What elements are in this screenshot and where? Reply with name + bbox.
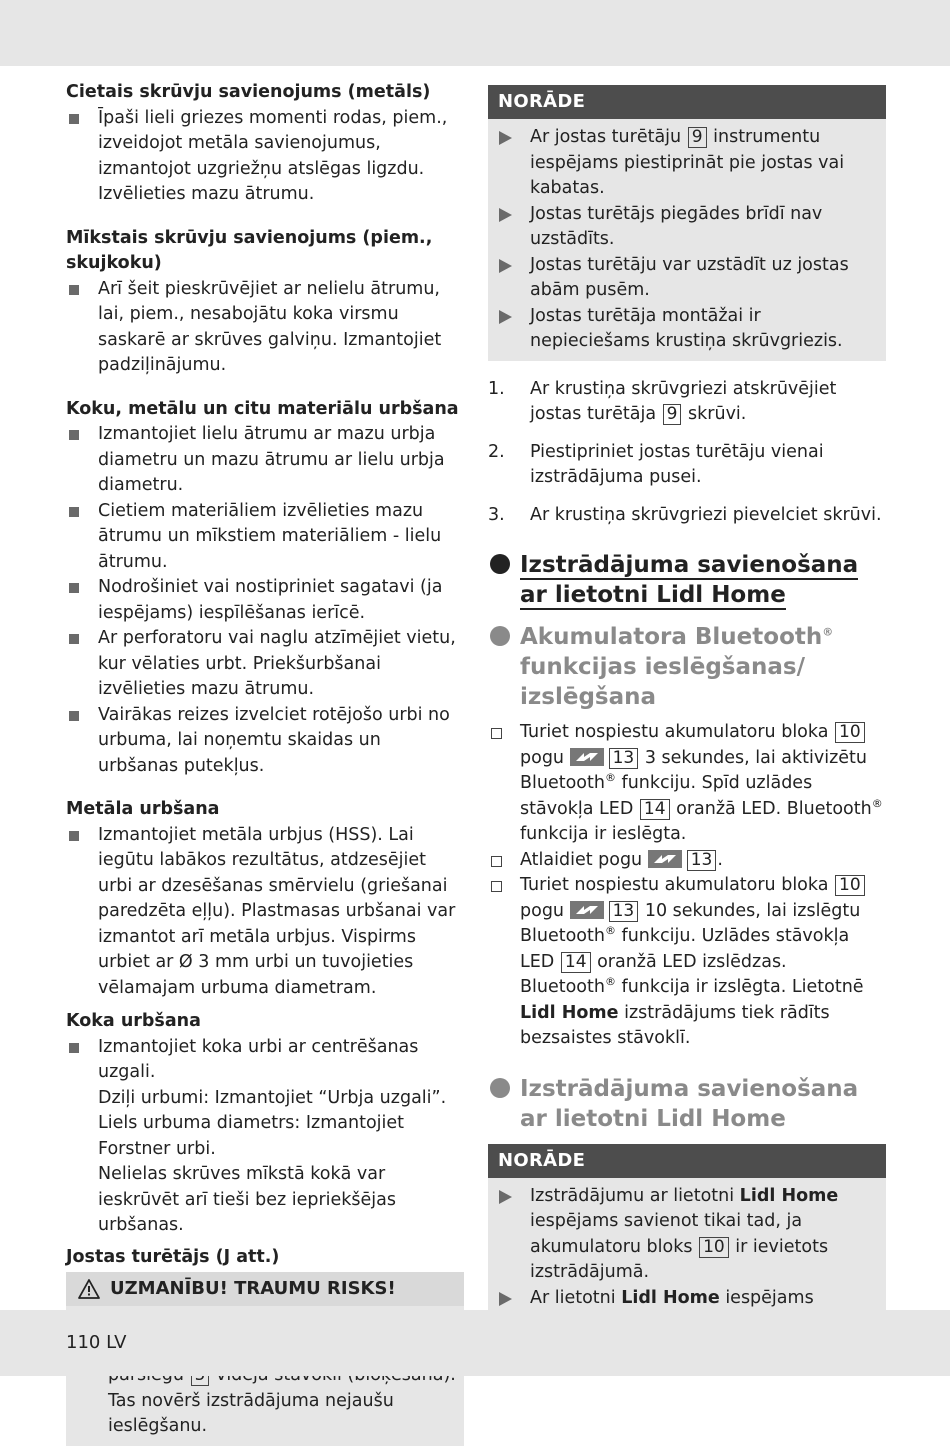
list-item: Vairākas reizes izvelciet rotējošo urbi no urbuma, lai noņemtu skaidas un urbšanas putekļus. (66, 703, 464, 780)
checkbox-icon (491, 728, 502, 739)
triangle-bullet-icon (499, 310, 512, 324)
section-metal-drilling (66, 797, 464, 1001)
square-bullet-icon (69, 634, 79, 644)
list-item: Jostas turētāju var uzstādīt uz jostas abām pusēm. (488, 253, 886, 304)
warning-header: UZMANĪBU! TRAUMU RISKS! (66, 1272, 464, 1306)
list-item: 3. Ar krustiņa skrūvgriezi pievelciet skrūvi. (488, 504, 882, 525)
square-bullet-icon (69, 507, 79, 517)
heading-bluetooth: Akumulatora Bluetooth® funkcijas ieslēgšanas/ izslēgšana (488, 622, 886, 712)
square-bullet-icon (69, 831, 79, 841)
list-item: Atlaidiet pogu 13 . (488, 848, 886, 874)
list-item: Īpaši lieli griezes momenti rodas, piem., izveidojot metāla savienojumus, izmantojot uzgriežņu atslēgas ligzdu. Izvēlieties mazu ātrumu. (66, 106, 464, 208)
bullet-dot-icon (490, 626, 510, 646)
steps-list (488, 377, 886, 529)
section-hard-screw (66, 80, 464, 208)
ref-number: 10 (699, 1237, 729, 1258)
square-bullet-icon (69, 583, 79, 593)
bullet-dot-icon (490, 1078, 510, 1098)
ref-number: 10 (835, 875, 865, 896)
section-title: Mīkstais skrūvju savienojums (piem., skujkoku) (66, 227, 433, 273)
section-title: Koka urbšana (66, 1011, 201, 1031)
square-bullet-icon (69, 430, 79, 440)
heading-connect-app-2: Izstrādājuma savienošana ar lietotni Lidl Home (488, 1074, 886, 1134)
bluetooth-button-icon (570, 901, 604, 919)
header-band (0, 0, 950, 66)
note-header: NORĀDE (488, 1144, 886, 1178)
list-item: Ar jostas turētāju 9 instrumentu iespējams piestiprināt pie jostas vai kabatas. (488, 119, 886, 202)
square-bullet-icon (69, 114, 79, 124)
section-title: Koku, metālu un citu materiālu urbšana (66, 398, 459, 419)
list-item: Jostas turētāja montāžai ir nepieciešams krustiņa skrūvgriezis. (488, 304, 886, 355)
note-header: NORĀDE (488, 85, 886, 119)
right-column (488, 85, 886, 1368)
section-wood-drilling (66, 1009, 464, 1239)
ref-number: 13 (687, 850, 717, 871)
ref-number: 14 (561, 952, 591, 973)
bluetooth-button-icon (648, 850, 682, 868)
list-item: Nodrošiniet vai nostipriniet sagatavi (ja iespējams) iespīlēšanas ierīcē. (66, 575, 464, 626)
warning-triangle-icon (78, 1279, 100, 1299)
list-item: Izmantojiet lielu ātrumu ar mazu urbja diametru un mazu ātrumu ar lielu urbja diametru. (66, 422, 464, 499)
triangle-bullet-icon (499, 131, 512, 145)
triangle-bullet-icon (499, 259, 512, 273)
list-item: Turiet nospiestu akumulatoru bloka 10 pogu 13 10 sekundes, lai izslēgtu Bluetooth® funkciju. Uzlādes stāvokļa LED 14 oranžā LED izslēdzas. Bluetooth® funkcija ir izslēgta. Lietotnē Lidl Home izstrādājums tiek rādīts bezsaistes stāvoklī. (488, 873, 886, 1052)
list-item: Izstrādājumu ar lietotni Lidl Home iespējams savienot tikai tad, ja akumulatoru bloks 10 ir ievietots izstrādājumā. (488, 1178, 886, 1286)
triangle-bullet-icon (499, 208, 512, 222)
left-column (66, 80, 464, 1446)
square-bullet-icon (69, 711, 79, 721)
triangle-bullet-icon (499, 1190, 512, 1204)
section-title: Cietais skrūvju savienojums (metāls) (66, 82, 431, 102)
section-title: Metāla urbšana (66, 799, 220, 819)
triangle-bullet-icon (499, 1292, 512, 1306)
section-title-belt-clip: Jostas turētājs (J att.) (66, 1246, 280, 1267)
list-item: Tas novērš izstrādājuma nejaušu ieslēgšanu. (66, 1306, 464, 1440)
list-item: 1. Ar krustiņa skrūvgriezi atskrūvējiet jostas turētāja 9 skrūvi. (488, 378, 837, 424)
footer-band (0, 1310, 950, 1376)
list-item: Ar lietotni Lidl Home iespējams (488, 1286, 886, 1363)
ref-number: 14 (640, 799, 670, 820)
bluetooth-steps (488, 720, 886, 1052)
square-bullet-icon (69, 1043, 79, 1053)
section-soft-screw (66, 226, 464, 379)
list-item: Izmantojiet metāla urbjus (HSS). Lai iegūtu labākos rezultātus, atdzesējiet urbi ar dzesēšanas smērvielu (griešanai paredzēta eļļu). Plastmasas urbšanai var izmantot arī metāla urbjus. Vispirms urbiet ar Ø 3 mm urbi un tuvojieties vēlamajam urbuma diametram. (66, 823, 464, 1002)
page-number: 110 LV (66, 1332, 127, 1353)
list-item: Arī šeit pieskrūvējiet ar nelielu ātrumu, lai, piem., nesabojātu koka virsmu saskarē ar skrūves galviņu. Izmantojiet padziļinājumu. (66, 277, 464, 379)
note-box (488, 85, 886, 361)
list-item: Ar perforatoru vai naglu atzīmējiet vietu, kur vēlaties urbt. Priekšurbšanai izvēlieties mazu ātrumu. (66, 626, 464, 703)
checkbox-icon (491, 881, 502, 892)
ref-number: 9 (663, 404, 682, 425)
bluetooth-button-icon (570, 748, 604, 766)
ref-number: 9 (688, 127, 707, 148)
list-item: Izmantojiet koka urbi ar centrēšanas uzgali. Dziļi urbumi: Izmantojiet “Urbja uzgali”. Liels urbuma diametrs: Izmantojiet Forstner urbi. Nelielas skrūves mīkstā kokā var ieskrūvēt arī tieši bez iepriekšējas urbšanas. (66, 1035, 464, 1239)
checkbox-icon (491, 856, 502, 867)
list-item: 2. Piestipriniet jostas turētāju vienai izstrādājuma pusei. (488, 441, 824, 487)
bullet-dot-icon (490, 554, 510, 574)
ref-number: 10 (835, 722, 865, 743)
heading-connect-app: Izstrādājuma savienošana ar lietotni Lidl Home (488, 550, 886, 610)
list-item: Turiet nospiestu akumulatoru bloka 10 pogu 13 3 sekundes, lai aktivizētu Bluetooth® funkciju. Spīd uzlādes stāvokļa LED 14 oranžā LED. Bluetooth® funkcija ir ieslēgta. (488, 720, 886, 848)
ref-number: 13 (609, 901, 639, 922)
list-item: Cietiem materiāliem izvēlieties mazu ātrumu un mīkstiem materiāliem - lielu ātrumu. (66, 499, 464, 576)
ref-number: 13 (609, 748, 639, 769)
list-item: Jostas turētājs piegādes brīdī nav uzstādīts. (488, 202, 886, 253)
square-bullet-icon (69, 285, 79, 295)
section-drilling (66, 397, 464, 780)
